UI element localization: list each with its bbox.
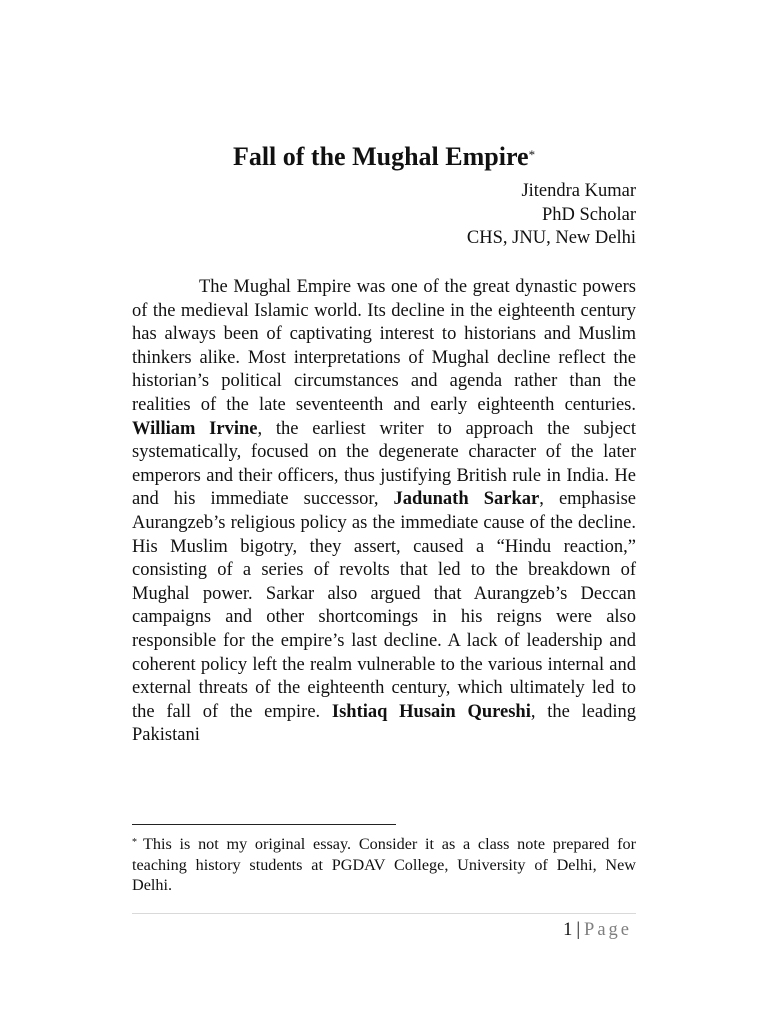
body-text [132,276,636,748]
footer-divider [132,913,636,914]
paragraph [132,276,636,748]
page-label: Page [584,920,632,940]
body-text-segment: , the leading Pakistani [132,701,636,746]
author-block [467,180,636,251]
document-title [0,141,768,173]
author-affiliation: CHS, JNU, New Delhi [466,228,636,248]
page-number-value: 1 [563,920,573,940]
body-text-segment: , the earliest writer to approach the subject systematically, focused on the degenerate character of the later emperors and their officers, thus justifying British rule in India. He and his immediate successor, [132,418,637,510]
title-text: Fall of the Mughal Empire [232,142,529,172]
page-number [563,918,632,942]
title-footnote-marker[interactable]: * [528,147,536,163]
footnote-text-block [132,834,636,896]
page-number-separator: | [576,920,581,940]
body-text-segment: The Mughal Empire was one of the great dynastic powers of the medieval Islamic world. Its decline in the eighteenth century has always been of captivating interest to historians and Muslim thinkers alike. Most interpretations of Mughal decline reflect the historian’s political circumstances and agenda rather than the realities of the late seventeenth and early eighteenth centuries. [132,277,636,415]
body-text-segment: , emphasise Aurangzeb’s religious policy as the immediate cause of the decline. His Muslim bigotry, they assert, caused a “Hindu reaction,” consisting of a series of revolts that led to the breakdown of Mughal power. Sarkar also argued that Aurangzeb’s Deccan campaigns and other shortcomings in his reigns were also responsible for the empire’s last decline. A lack of leadership and coherent policy left the realm vulnerable to the various internal and external threats of the eighteenth century, which ultimately led to the fall of the empire. [132,489,636,722]
author-role: PhD Scholar [541,204,636,225]
name-william-irvine: William Irvine [132,418,258,439]
footnote-marker: * [132,837,137,848]
author-name: Jitendra Kumar [521,181,636,201]
name-ishtiaq-husain-qureshi: Ishtiaq Husain Qureshi [331,701,531,722]
footnote-text: This is not my original essay. Consider it as a class note prepared for teaching history students at PGDAV College, University of Delhi, New Delhi. [132,835,636,894]
footnote [132,834,636,896]
name-jadunath-sarkar: Jadunath Sarkar [393,489,540,510]
footnote-divider [132,824,396,825]
